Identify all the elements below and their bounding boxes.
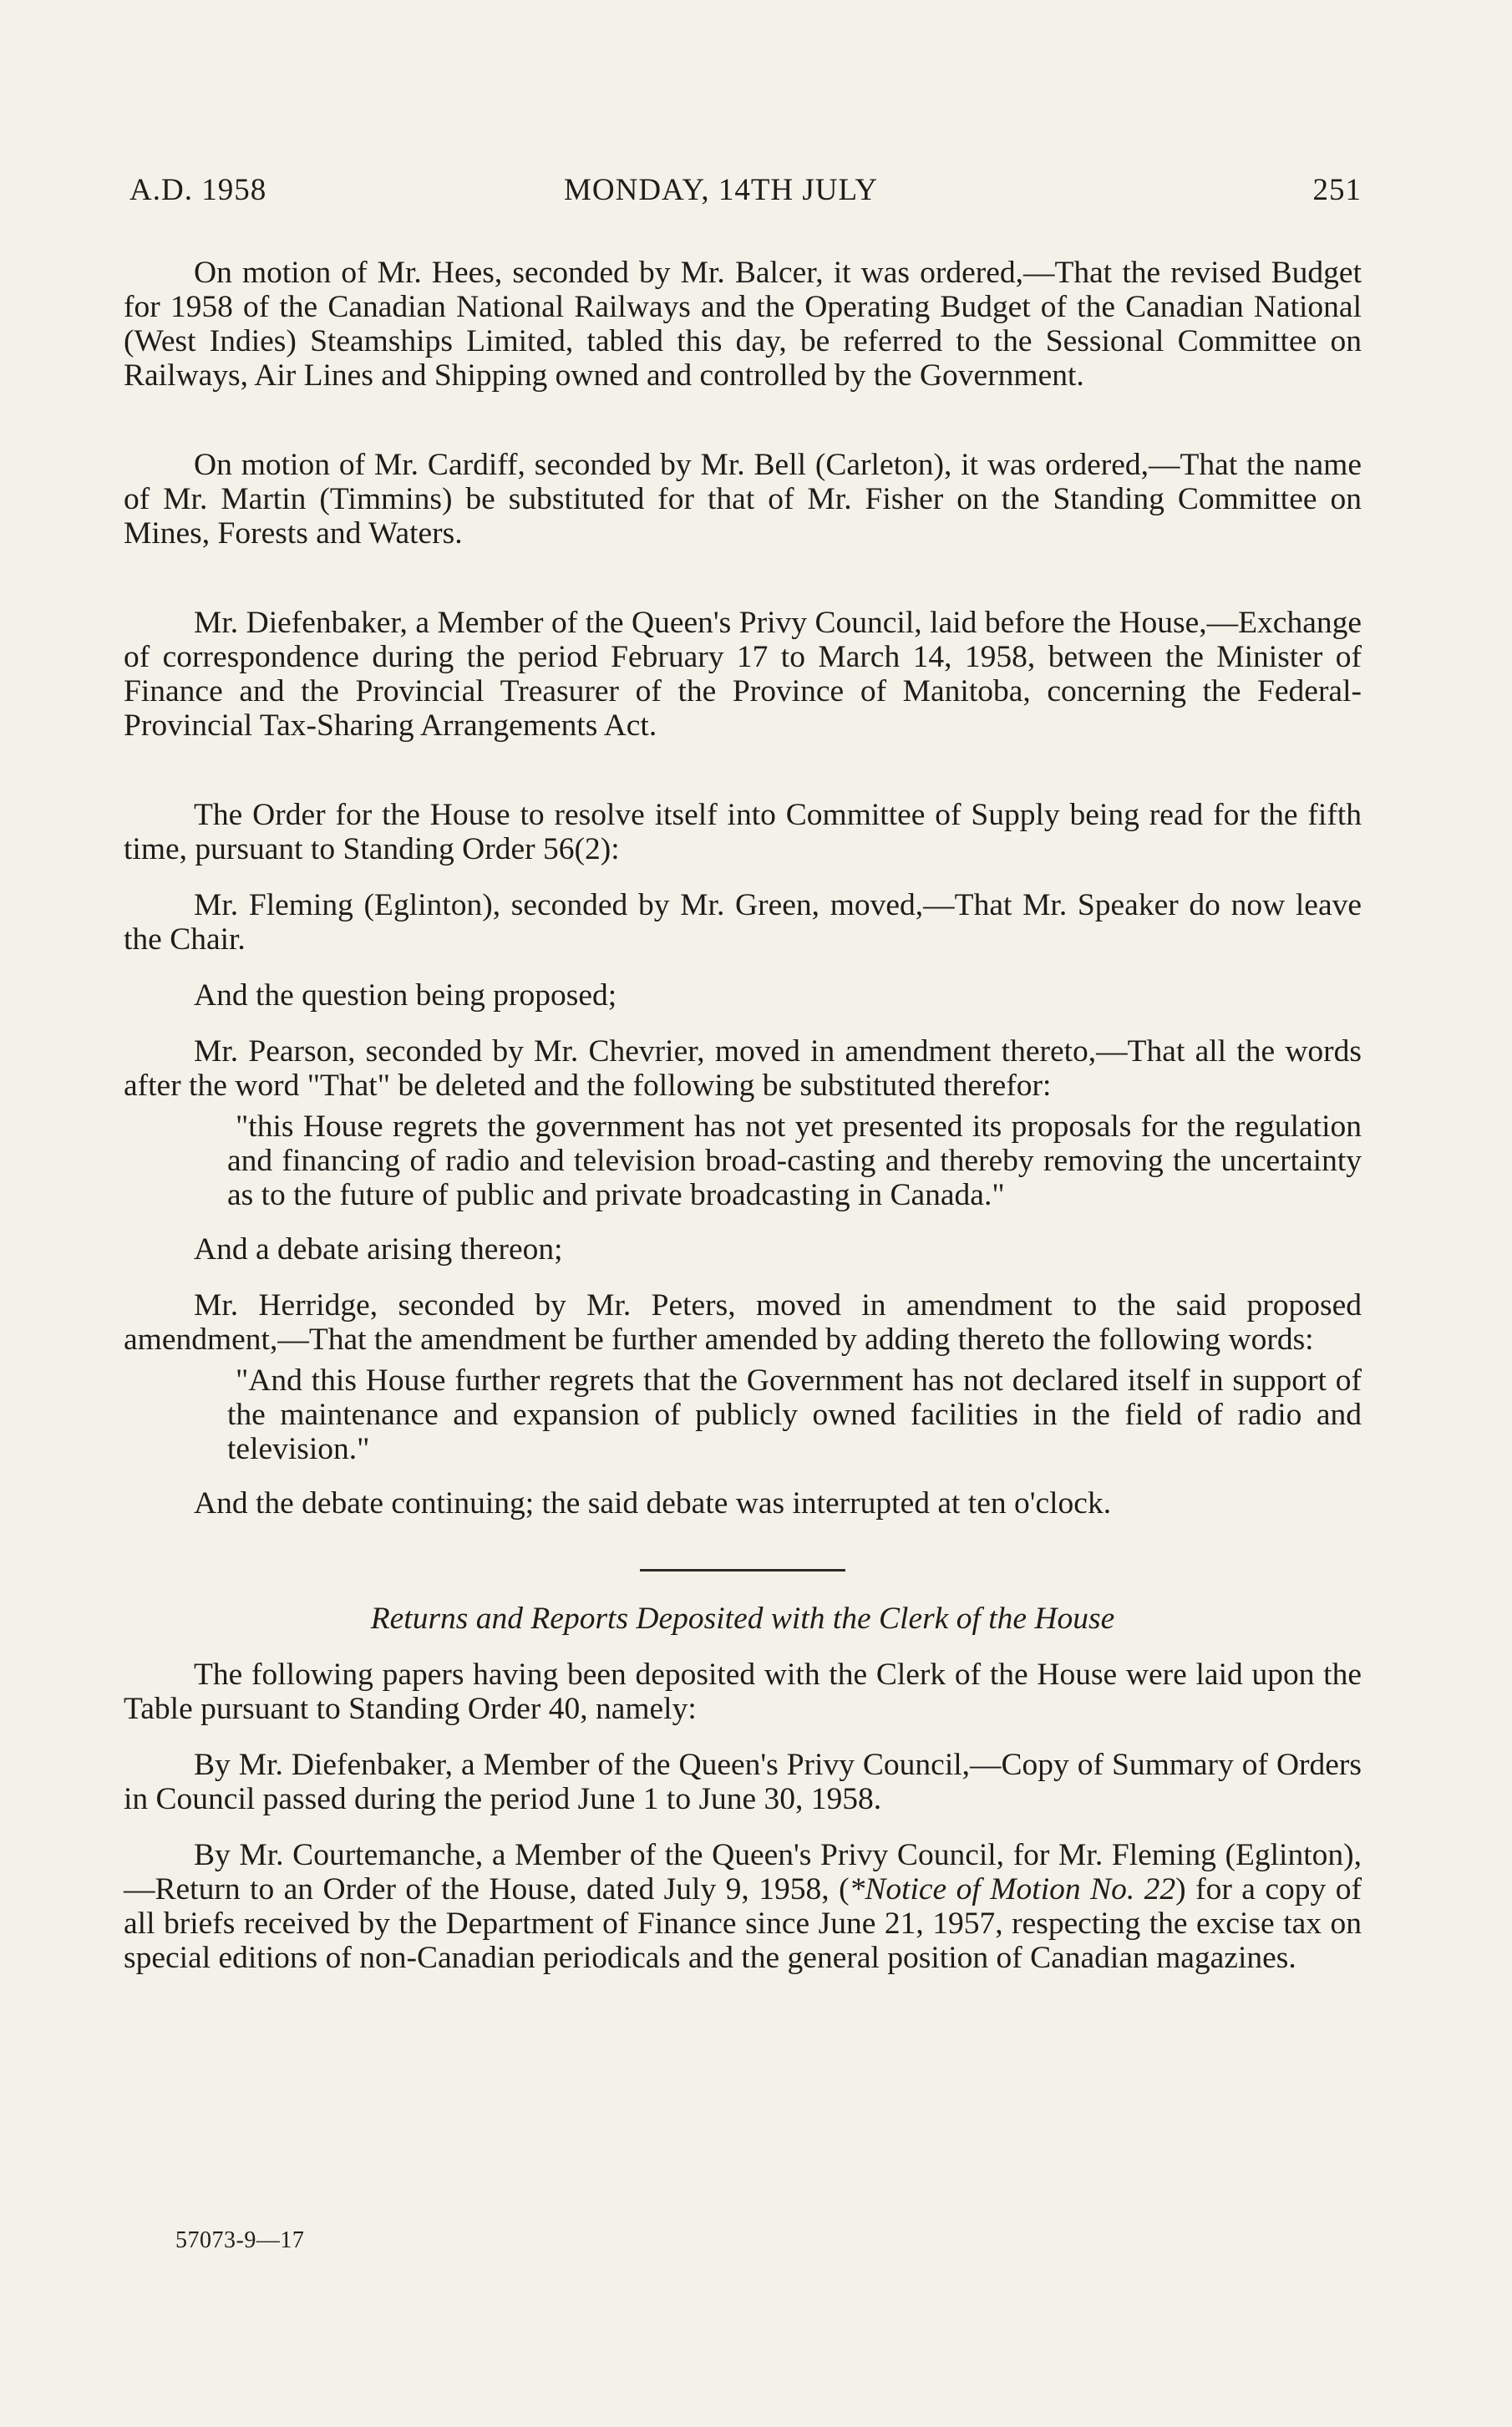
header-page-number: 251 (1312, 173, 1362, 207)
section-title: Returns and Reports Deposited with the Clerk of the House (370, 1602, 1115, 1636)
paragraph-question-proposed: And the question being proposed; (194, 978, 617, 1013)
paragraph-cardiff-motion: On motion of Mr. Cardiff, seconded by Mr. Bell (Carleton), it was ordered,—That the name of Mr. Martin (Timmins) be substituted for that of Mr. Fisher on the Standing Committee on Mines, Forests and Waters. (124, 448, 1362, 551)
return-text-end: ) for a copy of all briefs received by the Department of Finance since June 21, 1957, respecting the excise tax on special editions of non-Canadian periodicals and the general position of Canadian magazines. (124, 1872, 1362, 1975)
header-year: A.D. 1958 (129, 173, 267, 207)
return-text-start: By Mr. Courtemanche, a Member of the Queen's Privy Council, for Mr. Fleming (Eglinton),—Return to an Order of the House, dated July 9, 1958, ( (124, 1838, 1362, 1907)
paragraph-herridge-amendment: Mr. Herridge, seconded by Mr. Peters, moved in amendment to the said proposed amendment,—That the amendment be further amended by adding thereto the following words: (124, 1288, 1362, 1357)
paragraph-courtemanche-return (124, 1838, 1362, 1975)
notice-of-motion: *Notice of Motion No. 22 (849, 1872, 1176, 1907)
quote-pearson-amendment (227, 1109, 1362, 1212)
paragraph-diefenbaker-correspondence: Mr. Diefenbaker, a Member of the Queen's Privy Council, laid before the House,—Exchange of correspondence during the period February 17 to March 14, 1958, between the Minister of Finance and the Provincial Treasurer of the Province of Manitoba, concerning the Federal-Provincial Tax-Sharing Arrangements Act. (124, 606, 1362, 743)
paragraph-debate-continuing: And the debate continuing; the said debate was interrupted at ten o'clock. (194, 1486, 1112, 1521)
journal-body (124, 256, 1362, 1975)
paragraph-diefenbaker-summary: By Mr. Diefenbaker, a Member of the Queen's Privy Council,—Copy of Summary of Orders in Council passed during the period June 1 to June 30, 1958. (124, 1748, 1362, 1816)
paragraph-papers-deposited: The following papers having been deposited with the Clerk of the House were laid upon the Table pursuant to Standing Order 40, namely: (124, 1658, 1362, 1726)
paragraph-pearson-amendment: Mr. Pearson, seconded by Mr. Chevrier, moved in amendment thereto,—That all the words after the word "That" be deleted and the following be substituted therefor: (124, 1034, 1362, 1103)
quote-text: "this House regrets the government has not yet presented its proposals for the regulation and financing of radio and television broad-casting and thereby removing the uncertainty as to the future of public and private broadcasting in Canada." (227, 1109, 1362, 1212)
header-date: MONDAY, 14TH JULY (564, 173, 879, 207)
quote-herridge-amendment (227, 1363, 1362, 1466)
paragraph-fleming-motion: Mr. Fleming (Eglinton), seconded by Mr. Green, moved,—That Mr. Speaker do now leave the Chair. (124, 888, 1362, 957)
paragraph-debate-arising: And a debate arising thereon; (194, 1232, 563, 1267)
quote-text: "And this House further regrets that the Government has not declared itself in support of the maintenance and expansion of publicly owned facilities in the field of radio and television." (227, 1363, 1362, 1466)
printer-footnote: 57073-9—17 (175, 2227, 305, 2253)
page-header (129, 172, 1362, 214)
section-divider (640, 1569, 845, 1571)
paragraph-hees-motion: On motion of Mr. Hees, seconded by Mr. Balcer, it was ordered,—That the revised Budget for 1958 of the Canadian National Railways and the Operating Budget of the Canadian National (West Indies) Steamships Limited, tabled this day, be referred to the Sessional Committee on Railways, Air Lines and Shipping owned and controlled by the Government. (124, 256, 1362, 393)
paragraph-order-supply: The Order for the House to resolve itself into Committee of Supply being read for the fifth time, pursuant to Standing Order 56(2): (124, 798, 1362, 866)
